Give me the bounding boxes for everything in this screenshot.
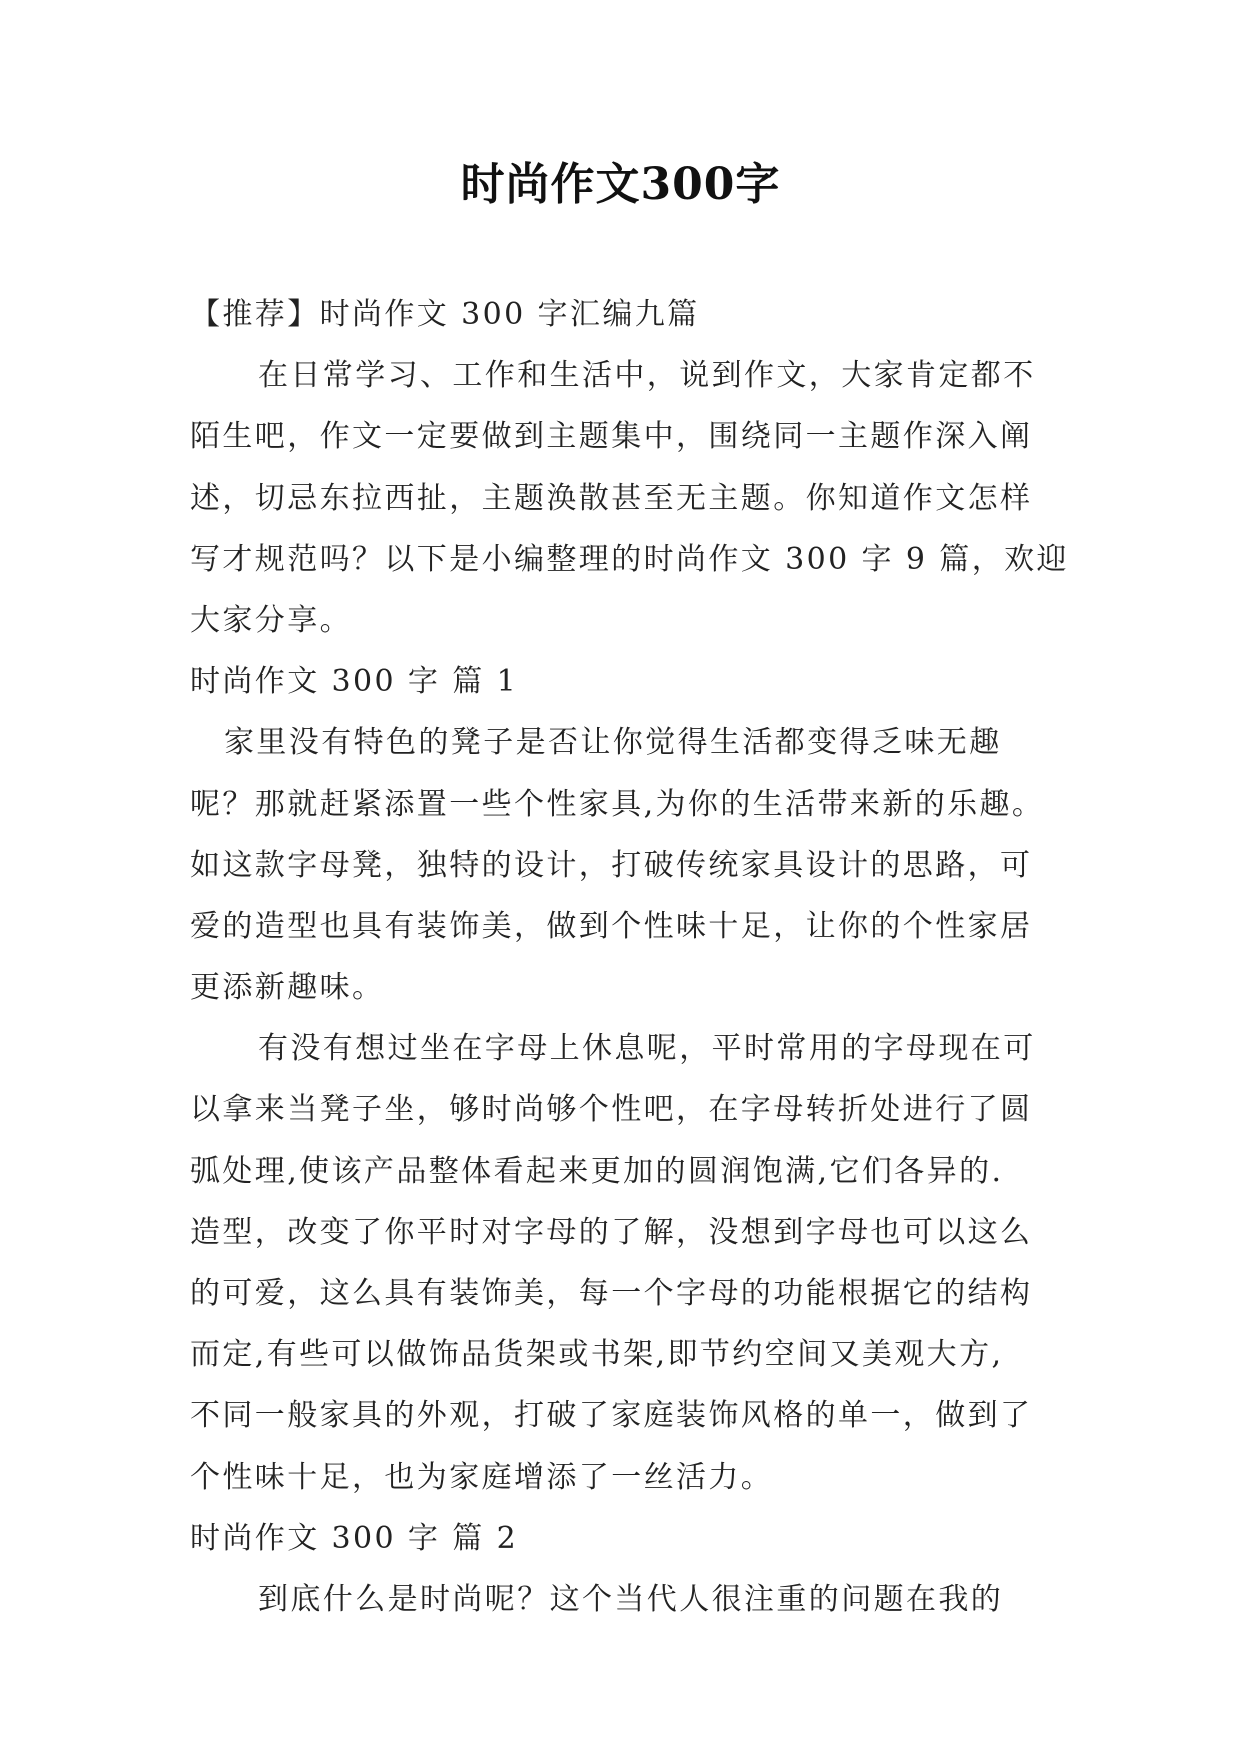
text-line: 个性味十足，也为家庭增添了一丝活力。 [190,1459,774,1495]
document-title: 时尚作文300字 [460,159,781,210]
text-line: 而定,有些可以做饰品货架或书架,即节约空间又美观大方, [190,1337,1004,1373]
document-body [190,284,1069,1630]
text-line: 更添新趣味。 [190,970,385,1006]
text-line: 陌生吧，作文一定要做到主题集中，围绕同一主题作深入阐 [190,419,1033,455]
text-line: 以拿来当凳子坐，够时尚够个性吧，在字母转折处进行了圆 [190,1092,1033,1128]
text-line: 有没有想过坐在字母上休息呢，平时常用的字母现在可 [258,1031,1036,1067]
text-line: 写才规范吗？以下是小编整理的时尚作文 300 字 9 篇，欢迎 [190,541,1069,577]
text-line: 述，切忌东拉西扯，主题涣散甚至无主题。你知道作文怎样 [190,480,1033,516]
text-line: 造型，改变了你平时对字母的了解，没想到字母也可以这么 [190,1214,1033,1250]
text-line: 时尚作文 300 字 篇 2 [190,1520,519,1556]
text-line: 【推荐】时尚作文 300 字汇编九篇 [190,297,700,332]
text-line: 如这款字母凳，独特的设计，打破传统家具设计的思路，可 [190,847,1033,883]
text-line: 弧处理,使该产品整体看起来更加的圆润饱满,它们各异的. [190,1153,1004,1189]
text-line: 呢？那就赶紧添置一些个性家具,为你的生活带来新的乐趣。 [190,786,1045,822]
text-line: 在日常学习、工作和生活中，说到作文，大家肯定都不 [258,358,1036,394]
text-line: 不同一般家具的外观，打破了家庭装饰风格的单一，做到了 [190,1398,1033,1434]
text-line: 家里没有特色的凳子是否让你觉得生活都变得乏味无趣 [224,725,1002,761]
text-line: 爱的造型也具有装饰美，做到个性味十足，让你的个性家居 [190,908,1033,944]
text-line: 的可爱，这么具有装饰美，每一个字母的功能根据它的结构 [190,1276,1033,1311]
text-line: 大家分享。 [190,602,352,638]
text-line: 到底什么是时尚呢？这个当代人很注重的问题在我的 [258,1581,1004,1617]
text-line: 时尚作文 300 字 篇 1 [190,664,519,700]
